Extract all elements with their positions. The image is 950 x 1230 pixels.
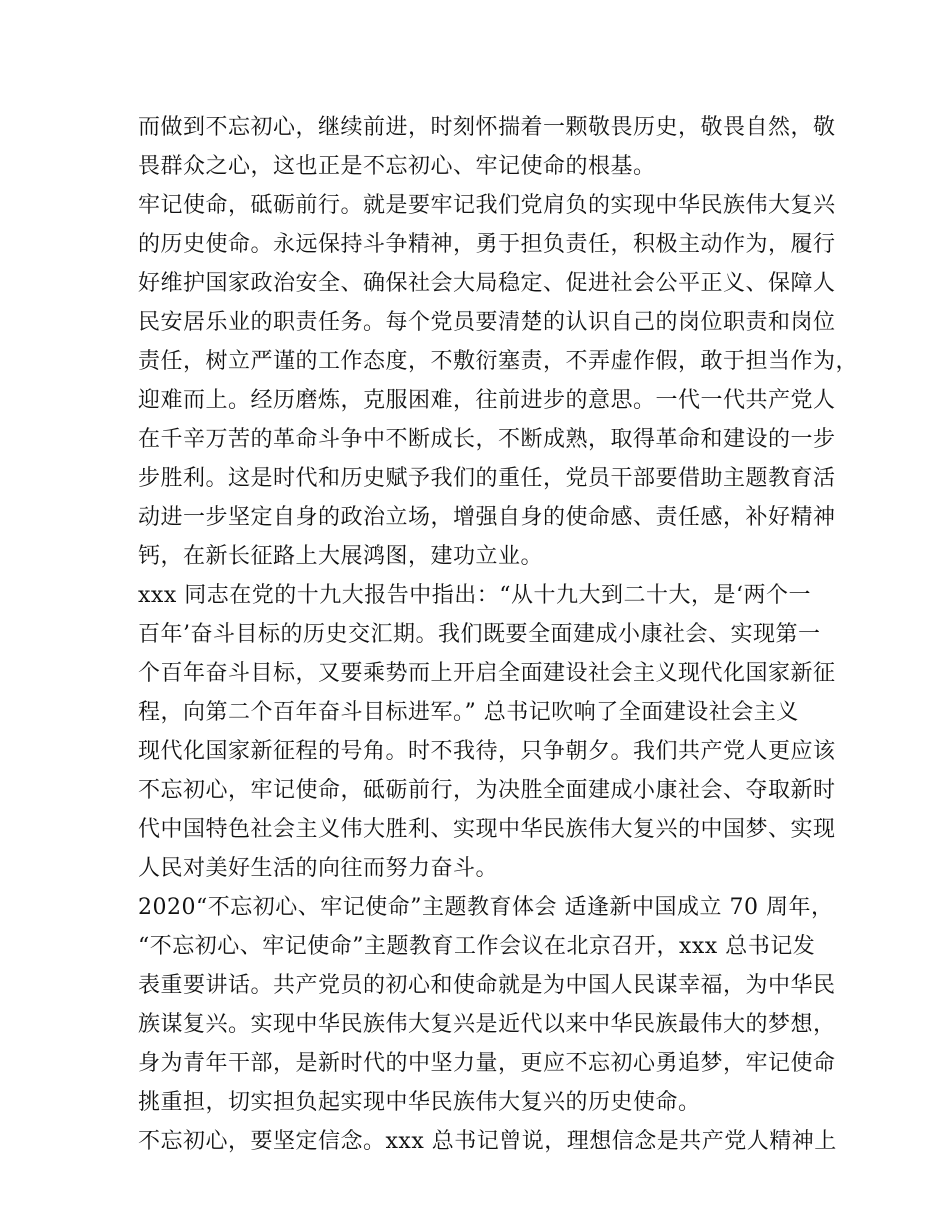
text-line: 不忘初心，要坚定信念。xxx 总书记曾说，理想信念是共产党人精神上 xyxy=(138,1129,837,1154)
text-line: 步胜利。这是时代和历史赋予我们的重任，党员干部要借助主题教育活 xyxy=(138,466,836,491)
text-line: 百年’奋斗目标的历史交汇期。我们既要全面建成小康社会、实现第一 xyxy=(138,622,821,647)
text-line: 程，向第二个百年奋斗目标进军。” 总书记吹响了全面建设社会主义 xyxy=(138,700,799,725)
text-line: 的历史使命。永远保持斗争精神，勇于担负责任，积极主动作为，履行 xyxy=(138,232,836,257)
text-line: 族谋复兴。实现中华民族伟大复兴是近代以来中华民族最伟大的梦想， xyxy=(138,1012,836,1037)
text-line: 而做到不忘初心，继续前进，时刻怀揣着一颗敬畏历史，敬畏自然，敬 xyxy=(138,115,836,140)
text-line: 不忘初心，牢记使命，砥砺前行，为决胜全面建成小康社会、夺取新时 xyxy=(138,778,836,803)
text-line: 迎难而上。经历磨炼，克服困难，往前进步的意思。一代一代共产党人 xyxy=(138,388,836,413)
text-line: 人民对美好生活的向往而努力奋斗。 xyxy=(138,856,499,881)
text-line: 好维护国家政治安全、确保社会大局稳定、促进社会公平正义、保障人 xyxy=(138,271,836,296)
text-line: xxx 同志在党的十九大报告中指出：“从十九大到二十大，是‘两个一 xyxy=(138,583,811,608)
text-line: 个百年奋斗目标，又要乘势而上开启全面建设社会主义现代化国家新征 xyxy=(138,661,836,686)
text-line: 动进一步坚定自身的政治立场，增强自身的使命感、责任感，补好精神 xyxy=(138,505,836,530)
text-line: 民安居乐业的职责任务。每个党员要清楚的认识自己的岗位职责和岗位 xyxy=(138,310,836,335)
text-line: 现代化国家新征程的号角。时不我待，只争朝夕。我们共产党人更应该 xyxy=(138,739,836,764)
text-line: 钙，在新长征路上大展鸿图，建功立业。 xyxy=(138,544,544,569)
text-line: 2020“不忘初心、牢记使命”主题教育体会 适逢新中国成立 70 周年， xyxy=(138,895,834,920)
text-line: 畏群众之心，这也正是不忘初心、牢记使命的根基。 xyxy=(138,154,656,179)
text-line: 挑重担，切实担负起实现中华民族伟大复兴的历史使命。 xyxy=(138,1090,701,1115)
text-line: “不忘初心、牢记使命”主题教育工作会议在北京召开，xxx 总书记发 xyxy=(138,934,816,959)
text-line: 在千辛万苦的革命斗争中不断成长，不断成熟，取得革命和建设的一步 xyxy=(138,427,836,452)
text-line: 表重要讲话。共产党员的初心和使命就是为中国人民谋幸福，为中华民 xyxy=(138,973,836,998)
text-line: 代中国特色社会主义伟大胜利、实现中华民族伟大复兴的中国梦、实现 xyxy=(138,817,836,842)
text-line: 责任，树立严谨的工作态度，不敷衍塞责，不弄虚作假，敢于担当作为， xyxy=(138,349,859,374)
document-body-text xyxy=(138,108,859,1161)
text-line: 身为青年干部，是新时代的中坚力量，更应不忘初心勇追梦，牢记使命 xyxy=(138,1051,836,1076)
text-line: 牢记使命，砥砺前行。就是要牢记我们党肩负的实现中华民族伟大复兴 xyxy=(138,193,836,218)
